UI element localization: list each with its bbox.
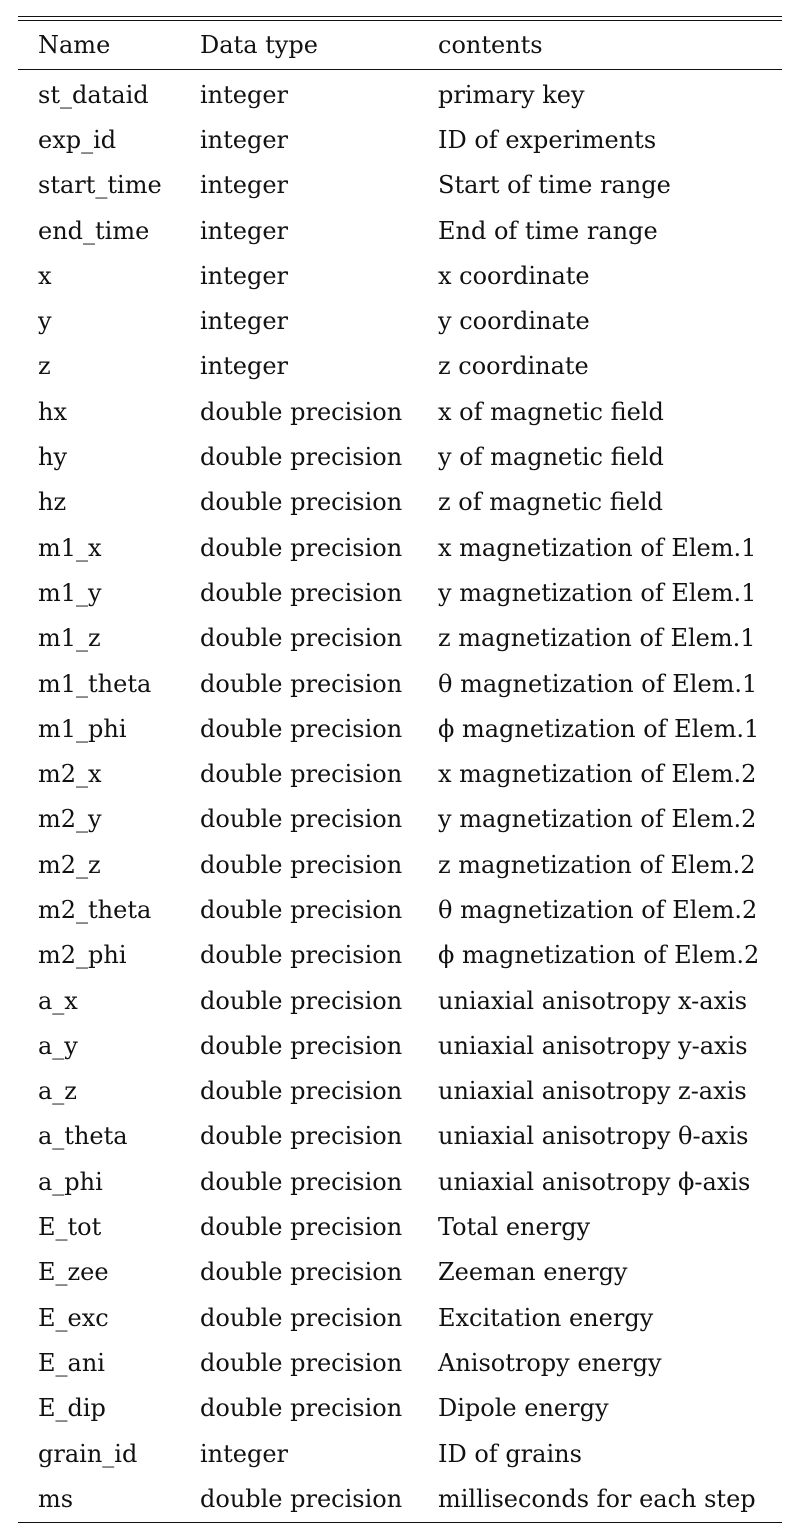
cell-data-type: double precision — [200, 669, 403, 698]
cell-contents: Anisotropy energy — [438, 1348, 662, 1377]
cell-name: m2_theta — [38, 895, 152, 924]
cell-name: m1_z — [38, 624, 101, 653]
table-row — [18, 389, 782, 434]
table-row — [18, 978, 782, 1023]
schema-table-body — [18, 70, 782, 1522]
cell-data-type: double precision — [200, 1031, 403, 1060]
cell-data-type: double precision — [200, 533, 403, 562]
table-row — [18, 525, 782, 570]
table-row — [18, 1114, 782, 1159]
table-row — [18, 1340, 782, 1385]
cell-contents: ID of grains — [438, 1439, 582, 1468]
table-body — [18, 70, 782, 1522]
table-header — [18, 21, 782, 69]
cell-data-type: double precision — [200, 895, 403, 924]
table-row — [18, 1386, 782, 1431]
cell-name: E_dip — [38, 1394, 106, 1423]
cell-data-type: integer — [200, 352, 289, 381]
table-row — [18, 1431, 782, 1476]
cell-data-type: integer — [200, 80, 289, 109]
cell-data-type: double precision — [200, 443, 403, 472]
cell-name: E_tot — [38, 1213, 102, 1242]
cell-data-type: integer — [200, 171, 289, 200]
cell-contents: Start of time range — [438, 171, 671, 200]
cell-name: hz — [38, 488, 67, 517]
cell-data-type: double precision — [200, 1303, 403, 1332]
cell-data-type: double precision — [200, 1122, 403, 1151]
header-data-type: Data type — [200, 31, 318, 59]
header-contents: contents — [438, 31, 543, 59]
cell-data-type: integer — [200, 307, 289, 336]
cell-name: m2_phi — [38, 941, 127, 970]
cell-contents: uniaxial anisotropy x-axis — [438, 986, 748, 1015]
table-row — [18, 298, 782, 343]
cell-name: E_zee — [38, 1258, 109, 1287]
cell-data-type: integer — [200, 1439, 289, 1468]
cell-contents: z magnetization of Elem.1 — [438, 624, 756, 653]
table-row — [18, 1476, 782, 1521]
cell-name: m2_y — [38, 805, 102, 834]
table-row — [18, 1250, 782, 1295]
cell-data-type: double precision — [200, 1394, 403, 1423]
cell-data-type: double precision — [200, 624, 403, 653]
cell-name: z — [38, 352, 51, 381]
cell-data-type: double precision — [200, 1258, 403, 1287]
cell-data-type: double precision — [200, 578, 403, 607]
table-row — [18, 842, 782, 887]
cell-data-type: integer — [200, 261, 289, 290]
cell-data-type: double precision — [200, 941, 403, 970]
cell-contents: x of magnetic field — [438, 397, 664, 426]
table-row — [18, 434, 782, 479]
table-row — [18, 661, 782, 706]
table-row — [18, 933, 782, 978]
cell-name: a_y — [38, 1031, 78, 1060]
cell-contents: x magnetization of Elem.1 — [438, 533, 757, 562]
cell-data-type: double precision — [200, 1077, 403, 1106]
cell-name: end_time — [38, 216, 150, 245]
cell-data-type: double precision — [200, 805, 403, 834]
table-row — [18, 1069, 782, 1114]
cell-data-type: double precision — [200, 1484, 403, 1513]
cell-contents: End of time range — [438, 216, 658, 245]
cell-contents: Total energy — [438, 1213, 591, 1242]
cell-data-type: double precision — [200, 1167, 403, 1196]
cell-contents: uniaxial anisotropy y-axis — [438, 1031, 748, 1060]
table-row — [18, 480, 782, 525]
cell-name: m1_y — [38, 578, 102, 607]
table-row — [18, 70, 782, 117]
cell-contents: y magnetization of Elem.1 — [438, 578, 757, 607]
data-table — [18, 16, 782, 1523]
cell-data-type: double precision — [200, 850, 403, 879]
cell-contents: ϕ magnetization of Elem.2 — [438, 941, 760, 970]
table-row — [18, 797, 782, 842]
cell-contents: x coordinate — [438, 261, 590, 290]
table-row — [18, 208, 782, 253]
cell-data-type: double precision — [200, 760, 403, 789]
table-row — [18, 616, 782, 661]
table-row — [18, 751, 782, 796]
cell-data-type: integer — [200, 125, 289, 154]
table-row — [18, 1023, 782, 1068]
cell-contents: uniaxial anisotropy z-axis — [438, 1077, 747, 1106]
table-row — [18, 163, 782, 208]
cell-contents: z coordinate — [438, 352, 589, 381]
cell-contents: milliseconds for each step — [438, 1484, 756, 1513]
cell-name: m2_x — [38, 760, 102, 789]
cell-name: m1_phi — [38, 714, 127, 743]
cell-contents: primary key — [438, 80, 585, 109]
cell-name: hy — [38, 443, 68, 472]
header-name: Name — [38, 31, 111, 59]
cell-data-type: double precision — [200, 986, 403, 1015]
cell-contents: y of magnetic field — [438, 443, 664, 472]
cell-contents: y coordinate — [438, 307, 590, 336]
cell-data-type: double precision — [200, 1348, 403, 1377]
cell-contents: z magnetization of Elem.2 — [438, 850, 756, 879]
cell-contents: Zeeman energy — [438, 1258, 628, 1287]
cell-name: exp_id — [38, 125, 117, 154]
table-row — [18, 1295, 782, 1340]
table-row — [18, 117, 782, 162]
cell-name: start_time — [38, 171, 162, 200]
table-row — [18, 1159, 782, 1204]
cell-contents: θ magnetization of Elem.2 — [438, 895, 758, 924]
cell-name: m1_x — [38, 533, 102, 562]
cell-name: a_z — [38, 1077, 77, 1106]
schema-table — [18, 21, 782, 69]
cell-data-type: double precision — [200, 714, 403, 743]
cell-name: a_theta — [38, 1122, 128, 1151]
table-row — [18, 1204, 782, 1249]
table-row — [18, 570, 782, 615]
cell-name: m2_z — [38, 850, 101, 879]
cell-contents: uniaxial anisotropy ϕ-axis — [438, 1167, 751, 1196]
cell-name: hx — [38, 397, 67, 426]
table-row — [18, 253, 782, 298]
cell-contents: x magnetization of Elem.2 — [438, 760, 757, 789]
cell-contents: y magnetization of Elem.2 — [438, 805, 757, 834]
cell-name: a_phi — [38, 1167, 103, 1196]
table-row — [18, 887, 782, 932]
cell-contents: ϕ magnetization of Elem.1 — [438, 714, 760, 743]
cell-name: E_ani — [38, 1348, 105, 1377]
cell-name: a_x — [38, 986, 78, 1015]
cell-name: grain_id — [38, 1439, 138, 1468]
cell-contents: z of magnetic field — [438, 488, 663, 517]
cell-contents: uniaxial anisotropy θ-axis — [438, 1122, 749, 1151]
cell-name: x — [38, 261, 52, 290]
cell-name: st_dataid — [38, 80, 149, 109]
cell-name: ms — [38, 1484, 74, 1513]
cell-contents: ID of experiments — [438, 125, 657, 154]
bottom-rule — [18, 1522, 782, 1523]
table-row — [18, 344, 782, 389]
table-row — [18, 706, 782, 751]
cell-contents: θ magnetization of Elem.1 — [438, 669, 758, 698]
top-rule — [18, 16, 782, 17]
cell-contents: Excitation energy — [438, 1303, 654, 1332]
cell-name: y — [38, 307, 52, 336]
cell-data-type: integer — [200, 216, 289, 245]
cell-data-type: double precision — [200, 1213, 403, 1242]
cell-data-type: double precision — [200, 397, 403, 426]
cell-data-type: double precision — [200, 488, 403, 517]
cell-name: E_exc — [38, 1303, 109, 1332]
cell-contents: Dipole energy — [438, 1394, 609, 1423]
cell-name: m1_theta — [38, 669, 152, 698]
